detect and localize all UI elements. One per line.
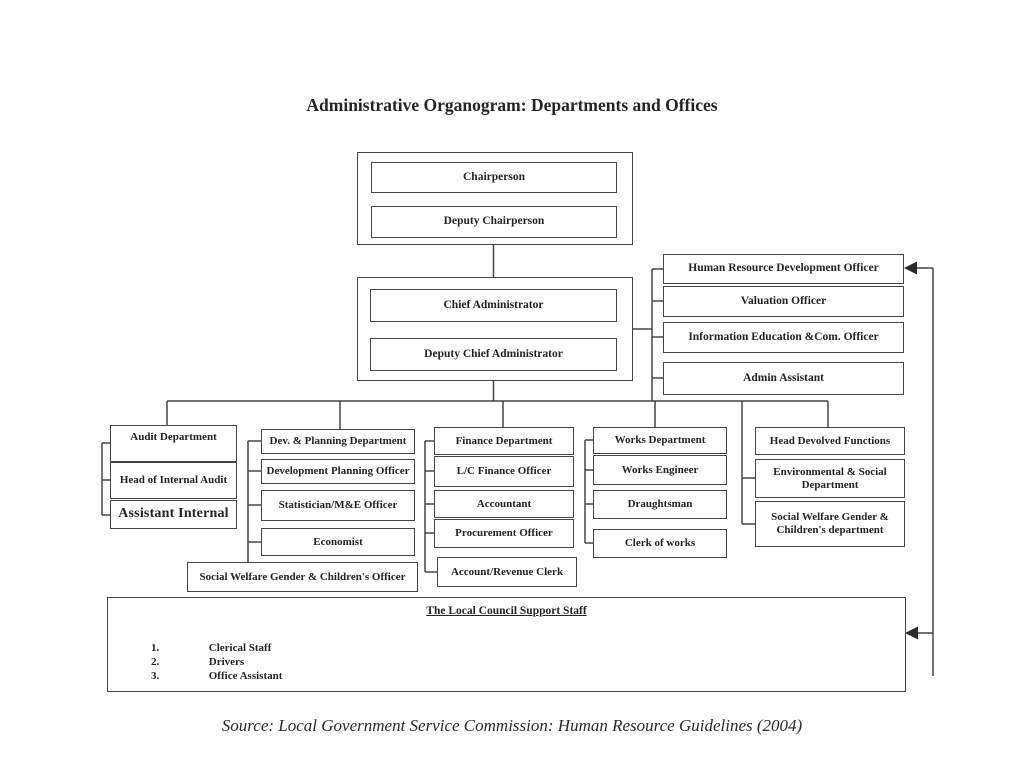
box-draughtsman: Draughtsman (593, 490, 727, 519)
list-item-number: 2. (151, 656, 160, 668)
box-environmental-social-department: Environmental & Social Department (755, 459, 905, 498)
page-title: Administrative Organogram: Departments and Offices (306, 95, 718, 115)
support-staff-title: The Local Council Support Staff (426, 605, 587, 617)
box-head-devolved-functions: Head Devolved Functions (755, 427, 905, 455)
list-item (151, 670, 282, 682)
list-item-label: Drivers (208, 656, 245, 668)
box-chief-administrator: Chief Administrator (370, 289, 617, 322)
box-deputy-chairperson: Deputy Chairperson (371, 206, 617, 238)
source-caption: Source: Local Government Service Commission: Human Resource Guidelines (2004) (221, 716, 803, 735)
box-economist: Economist (261, 528, 415, 556)
box-development-planning-officer: Development Planning Officer (261, 459, 415, 484)
box-works-engineer: Works Engineer (593, 455, 727, 485)
local-council-support-staff-box (107, 597, 906, 692)
box-head-of-internal-audit: Head of Internal Audit (110, 462, 237, 499)
box-account-revenue-clerk: Account/Revenue Clerk (437, 557, 577, 587)
list-item-number: 3. (151, 670, 160, 682)
box-statistician-me-officer: Statistician/M&E Officer (261, 490, 415, 521)
box-human-resource-development-officer: Human Resource Development Officer (663, 254, 904, 284)
list-item-label: Clerical Staff (208, 642, 272, 654)
box-deputy-chief-administrator: Deputy Chief Administrator (370, 338, 617, 371)
box-dev-planning-department: Dev. & Planning Department (261, 429, 415, 454)
box-valuation-officer: Valuation Officer (663, 286, 904, 317)
box-assistant-internal: Assistant Internal (110, 500, 237, 529)
box-procurement-officer: Procurement Officer (434, 519, 574, 548)
box-social-welfare-gender-childrens-officer: Social Welfare Gender & Children's Officer (187, 562, 418, 592)
arrow-left-icon (905, 627, 918, 640)
list-item (151, 642, 271, 654)
box-chairperson: Chairperson (371, 162, 617, 193)
box-works-department: Works Department (593, 427, 727, 454)
box-audit-department: Audit Department (110, 425, 237, 462)
box-information-education-com-officer: Information Education &Com. Officer (663, 322, 904, 353)
box-social-welfare-gender-childrens-department: Social Welfare Gender & Children's department (755, 501, 905, 547)
list-item (151, 656, 244, 668)
arrow-left-icon (904, 262, 917, 275)
list-item-number: 1. (151, 642, 160, 654)
box-accountant: Accountant (434, 490, 574, 518)
box-clerk-of-works: Clerk of works (593, 529, 727, 558)
list-item-label: Office Assistant (208, 670, 283, 682)
box-finance-department: Finance Department (434, 427, 574, 455)
box-admin-assistant: Admin Assistant (663, 362, 904, 395)
box-lc-finance-officer: L/C Finance Officer (434, 456, 574, 487)
